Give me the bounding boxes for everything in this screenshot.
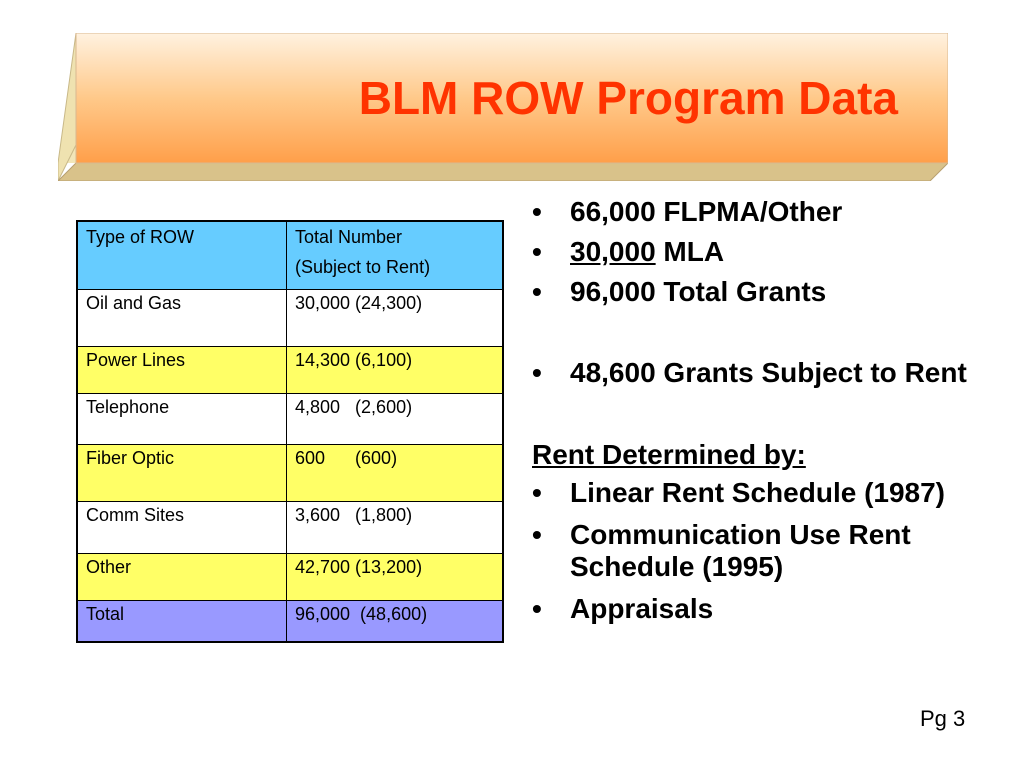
bullet-text: Communication Use Rent Schedule (1995) — [570, 519, 911, 582]
bullet-subject-to-rent — [532, 357, 1002, 389]
bullet-glyph: • — [532, 236, 542, 267]
bullet-glyph: • — [532, 519, 542, 550]
row-value: 30,000 (24,300) — [287, 290, 504, 347]
rent-bullet-communication — [532, 519, 1002, 583]
bullet-glyph: • — [532, 477, 542, 508]
page-title: BLM ROW Program Data — [358, 72, 898, 124]
table-row — [77, 554, 503, 601]
row-value: 42,700 (13,200) — [287, 554, 504, 601]
table-total-row — [77, 601, 503, 643]
row-type: Comm Sites — [77, 502, 287, 554]
row-value: 3,600 (1,800) — [287, 502, 504, 554]
bullet-text: Appraisals — [570, 593, 714, 624]
row-type: Other — [77, 554, 287, 601]
row-value: 14,300 (6,100) — [287, 347, 504, 394]
bullet-text: 48,600 Grants Subject to Rent — [570, 357, 967, 388]
header-type-of-row: Type of ROW — [77, 221, 287, 290]
mla-label: MLA — [655, 236, 725, 267]
row-type: Power Lines — [77, 347, 287, 394]
header-total-number: Total Number (Subject to Rent) — [287, 221, 504, 290]
table-row — [77, 445, 503, 502]
row-value: 4,800 (2,600) — [287, 394, 504, 445]
bullet-glyph: • — [532, 593, 542, 624]
row-type: Fiber Optic — [77, 445, 287, 502]
row-value: 96,000 (48,600) — [287, 601, 504, 643]
summary-bullets — [532, 196, 1002, 625]
page-number: Pg 3 — [920, 706, 966, 731]
title-banner — [58, 33, 948, 181]
table-row — [77, 290, 503, 347]
bullet-flpma — [532, 196, 1002, 228]
mla-number: 30,000 — [570, 236, 656, 267]
bullet-glyph: • — [532, 357, 542, 388]
table-row — [77, 394, 503, 445]
row-type: Total — [77, 601, 287, 643]
rent-heading: Rent Determined by: — [532, 439, 806, 470]
row-type: Oil and Gas — [77, 290, 287, 347]
row-data-table — [76, 220, 504, 643]
row-value: 600 (600) — [287, 445, 504, 502]
row-type: Telephone — [77, 394, 287, 445]
table-row — [77, 502, 503, 554]
bullet-text: 66,000 FLPMA/Other — [570, 196, 843, 227]
bullet-mla — [532, 236, 1002, 268]
bullet-text: 96,000 Total Grants — [570, 276, 827, 307]
table-header-row — [77, 221, 503, 290]
bullet-text: Linear Rent Schedule (1987) — [570, 477, 946, 508]
table-row — [77, 347, 503, 394]
bullet-glyph: • — [532, 196, 542, 227]
bullet-total-grants — [532, 276, 1002, 308]
bullet-glyph: • — [532, 276, 542, 307]
rent-bullet-linear — [532, 477, 1002, 509]
rent-bullet-appraisals — [532, 593, 1002, 625]
